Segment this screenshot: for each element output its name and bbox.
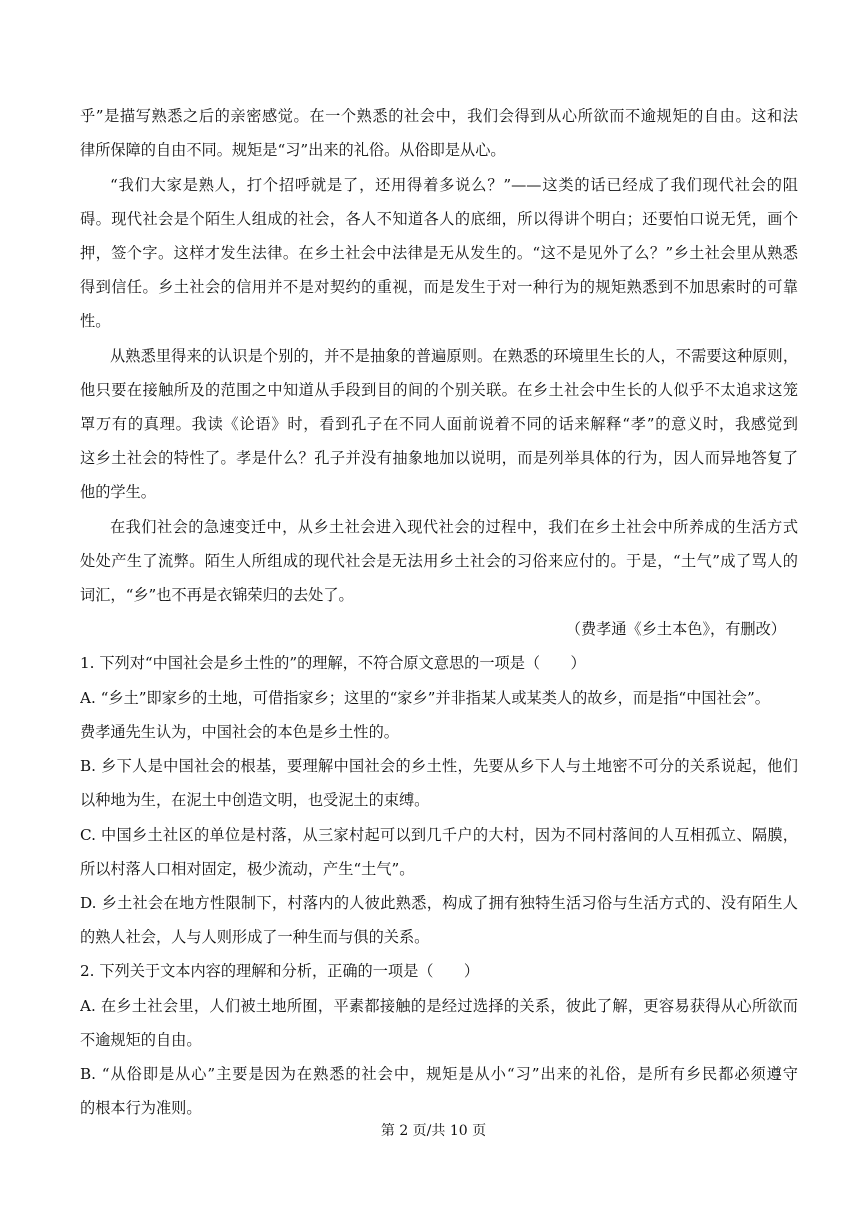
question-1-option-a-cont: 费孝通先生认为，中国社会的本色是乡土性的。 [80,723,399,741]
passage-line: 词汇，“乡”也不再是衣锦荣归的去处了。 [80,586,354,604]
passage-line: 律所保障的自由不同。规矩是“习”出来的礼俗。从俗即是从心。 [80,141,506,159]
question-1-option-a: A. “乡土”即家乡的土地，可借指家乡；这里的“家乡”并非指某人或某类人的故乡，而是指“中国社会”。 [80,689,770,707]
passage-line: 乎”是描写熟悉之后的亲密感觉。在一个熟悉的社会中，我们会得到从心所欲而不逾规矩的自由。这和法 [80,107,798,125]
question-1-option-c-cont: 所以村落人口相对固定，极少流动，产生“土气”。 [80,860,415,878]
question-2-stem: 2. 下列关于文本内容的理解和分析，正确的一项是（ ） [80,962,480,980]
passage-line: 从熟悉里得来的认识是个别的，并不是抽象的普遍原则。在熟悉的环境里生长的人，不需要这种原则， [110,347,798,365]
passage-line: 这乡土社会的特性了。孝是什么？孔子并没有抽象地加以说明，而是列举具体的行为，因人而异地答复了 [80,449,798,467]
question-1-option-b: B. 乡下人是中国社会的根基，要理解中国社会的乡土性，先要从乡下人与土地密不可分的关系说起，他们 [80,757,798,775]
question-2-option-a-cont: 不逾规矩的自由。 [80,1031,202,1049]
question-1-option-d: D. 乡土社会在地方性限制下，村落内的人彼此熟悉，构成了拥有独特生活习俗与生活方式的、没有陌生人 [80,894,798,912]
passage-line: 罩万有的真理。我读《论语》时，看到孔子在不同人面前说着不同的话来解释“孝”的意义时，我感觉到 [80,415,798,433]
question-2-option-b: B. “从俗即是从心”主要是因为在熟悉的社会中，规矩是从小“习”出来的礼俗，是所有乡民都必须遵守 [80,1065,798,1083]
passage-line: 性。 [80,312,111,330]
passage-line: 他的学生。 [80,483,156,501]
passage-line: 处处产生了流弊。陌生人所组成的现代社会是无法用乡土社会的习俗来应付的。于是，“土气”成了骂人的 [80,552,798,570]
page-number: 第 2 页/共 10 页 [380,1123,487,1139]
question-1-option-c: C. 中国乡土社区的单位是村落，从三家村起可以到几千户的大村，因为不同村落间的人互相孤立、隔膜， [80,826,798,844]
passage-line: “我们大家是熟人，打个招呼就是了，还用得着多说么？”——这类的话已经成了我们现代社会的阻 [110,176,798,194]
passage-line: 他只要在接触所及的范围之中知道从手段到目的间的个别关联。在乡土社会中生长的人似乎不太追求这笼 [80,381,798,399]
question-1-option-d-cont: 的熟人社会，人与人则形成了一种生而与俱的关系。 [80,928,430,946]
question-1-option-b-cont: 以种地为生，在泥土中创造文明，也受泥土的束缚。 [80,791,430,809]
passage-line: 在我们社会的急速变迁中，从乡土社会进入现代社会的过程中，我们在乡土社会中所养成的生活方式 [110,518,798,536]
question-1-stem: 1. 下列对“中国社会是乡土性的”的理解，不符合原文意思的一项是（ ） [80,654,586,672]
question-2-option-a: A. 在乡土社会里，人们被土地所囿，平素都接触的是经过选择的关系，彼此了解，更容易获得从心所欲而 [80,997,798,1015]
passage-line: 得到信任。乡土社会的信用并不是对契约的重视，而是发生于对一种行为的规矩熟悉到不加思索时的可靠 [80,278,798,296]
passage-source: （费孝通《乡土本色》，有删改） [565,620,786,638]
passage-line: 押，签个字。这样才发生法律。在乡土社会中法律是无从发生的。“这不是见外了么？”乡土社会里从熟悉 [80,244,798,262]
passage-line: 碍。现代社会是个陌生人组成的社会，各人不知道各人的底细，所以得讲个明白；还要怕口说无凭，画个 [80,210,798,228]
question-2-option-b-cont: 的根本行为准则。 [80,1099,202,1117]
